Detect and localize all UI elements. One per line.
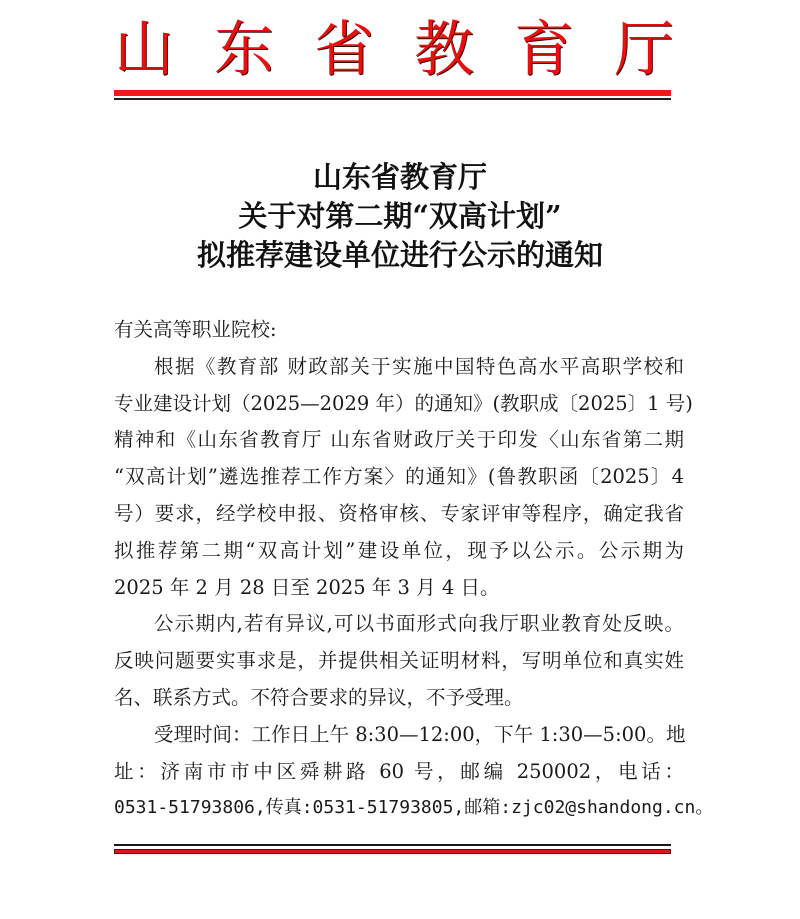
masthead-char: 省	[314, 15, 374, 85]
header-divider-dark	[114, 98, 671, 100]
masthead-char: 山	[114, 15, 174, 85]
body-line: 公示期内,若有异议,可以书面形式向我厅职业教育处反映。	[154, 612, 684, 636]
body-line: 名、联系方式。不符合要求的异议，不予受理。	[114, 685, 524, 709]
title-line-2: 关于对第二期“双高计划”	[238, 199, 562, 233]
body-line: 号）要求，经学校申报、资格审核、专家评审等程序，确定我省	[114, 501, 684, 525]
footer-divider-red	[114, 849, 671, 854]
masthead-char: 育	[514, 15, 574, 85]
document-body	[114, 312, 714, 827]
contact-line: 0531-51793806,传真:0531-51793805,邮箱:zjc02@shandong.cn。	[114, 797, 714, 819]
body-line: 拟推荐第二期“双高计划”建设单位，现予以公示。公示期为	[114, 538, 684, 562]
body-line: 受理时间：工作日上午 8:30—12:00，下午 1:30—5:00。地	[154, 722, 686, 746]
masthead-title	[114, 16, 674, 84]
masthead-char: 东	[214, 15, 274, 85]
document-title	[0, 158, 800, 275]
body-line: “双高计划”遴选推荐工作方案〉的通知》(鲁教职函〔2025〕4	[114, 465, 684, 489]
masthead-char: 教	[414, 15, 474, 85]
salutation: 有关高等职业院校:	[114, 318, 277, 341]
title-line-1: 山东省教育厅	[312, 160, 487, 194]
footer-divider-dark	[114, 844, 671, 846]
title-line-3: 拟推荐建设单位进行公示的通知	[196, 238, 603, 272]
header-divider-red	[114, 90, 671, 96]
body-line: 专业建设计划（2025—2029 年）的通知》(教职成〔2025〕1 号)	[114, 391, 693, 415]
body-line: 址：济南市市中区舜耕路 60 号，邮编 250002，电话：	[114, 759, 684, 783]
body-line: 精神和《山东省教育厅 山东省财政厅关于印发〈山东省第二期	[114, 428, 684, 452]
body-line: 2025 年 2 月 28 日至 2025 年 3 月 4 日。	[114, 575, 500, 599]
body-line: 根据《教育部 财政部关于实施中国特色高水平高职学校和	[154, 354, 684, 378]
masthead-char: 厅	[614, 15, 674, 85]
body-line: 反映问题要实事求是，并提供相关证明材料，写明单位和真实姓	[114, 649, 684, 673]
